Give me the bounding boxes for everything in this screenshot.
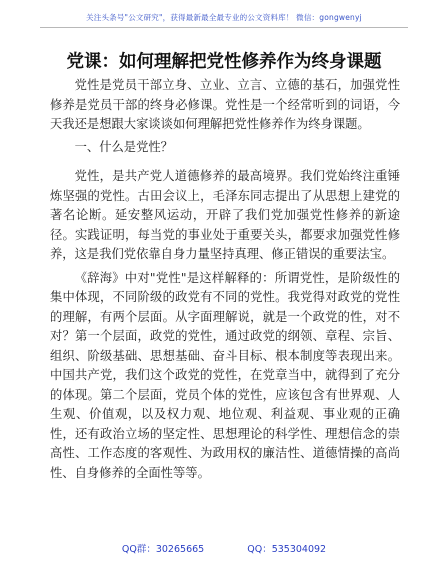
document-title: 党课：如何理解把党性修养作为终身课题 [66, 52, 382, 72]
intro-paragraph: 党性是党员干部立身、立业、立言、立德的基石，加强党性修养是党员干部的终身必修课。党性是一个经常听到的词语，今天我还是想跟大家谈谈如何理解把党性修养作为终身课题。 [50, 78, 400, 131]
body-paragraph: 《辞海》中对"党性"是这样解释的：所谓党性，是阶级性的集中体现，不同阶级的政党有不同的党性。我党得对政党的党性的理解，有两个层面。从字面理解说，就是一个政党的性，对不对？第一个层面，政党的党性，通过政党的纲领、章程、宗旨、组织、阶级基础、思想基础、奋斗目标、根本制度等表现出来。中国共产党，我们这个政党的党性，在党章当中，就得到了充分的体现。第二个层面，党员个体的党性，应该包含有世界观、人生观、价值观，以及权力观、地位观、利益观、事业观的正确性，还有政治立场的坚定性、思想理论的科学性、理想信念的崇高性、工作态度的客观性、为政用权的廉洁性、道德情操的高尚性、自身修养的全面性等等。 [50, 270, 400, 480]
header-divider [40, 27, 408, 28]
footer-qq: QQ：535304092 [247, 544, 327, 555]
header-promo-note: 关注头条号"公文研究"，获得最新最全最专业的公文资料库！ 微信：gongwenyj [86, 13, 362, 22]
footer-contact [0, 541, 448, 555]
body-paragraph: 党性，是共产党人道德修养的最高境界。我们党始终注重锤炼坚强的党性。古田会议上，毛泽东同志提出了从思想上建党的著名论断。延安整风运动，开辟了我们党加强党性修养的新途径。实践证明，每当党的事业处于重要关头，都要求加强党性修养，这是我们党依靠自身力量坚持真理、修正错误的重要法宝。 [50, 169, 400, 261]
section-heading: 一、什么是党性？ [74, 139, 173, 154]
document-body [50, 76, 400, 483]
footer-qq-group: QQ群：30265665 [121, 544, 205, 555]
